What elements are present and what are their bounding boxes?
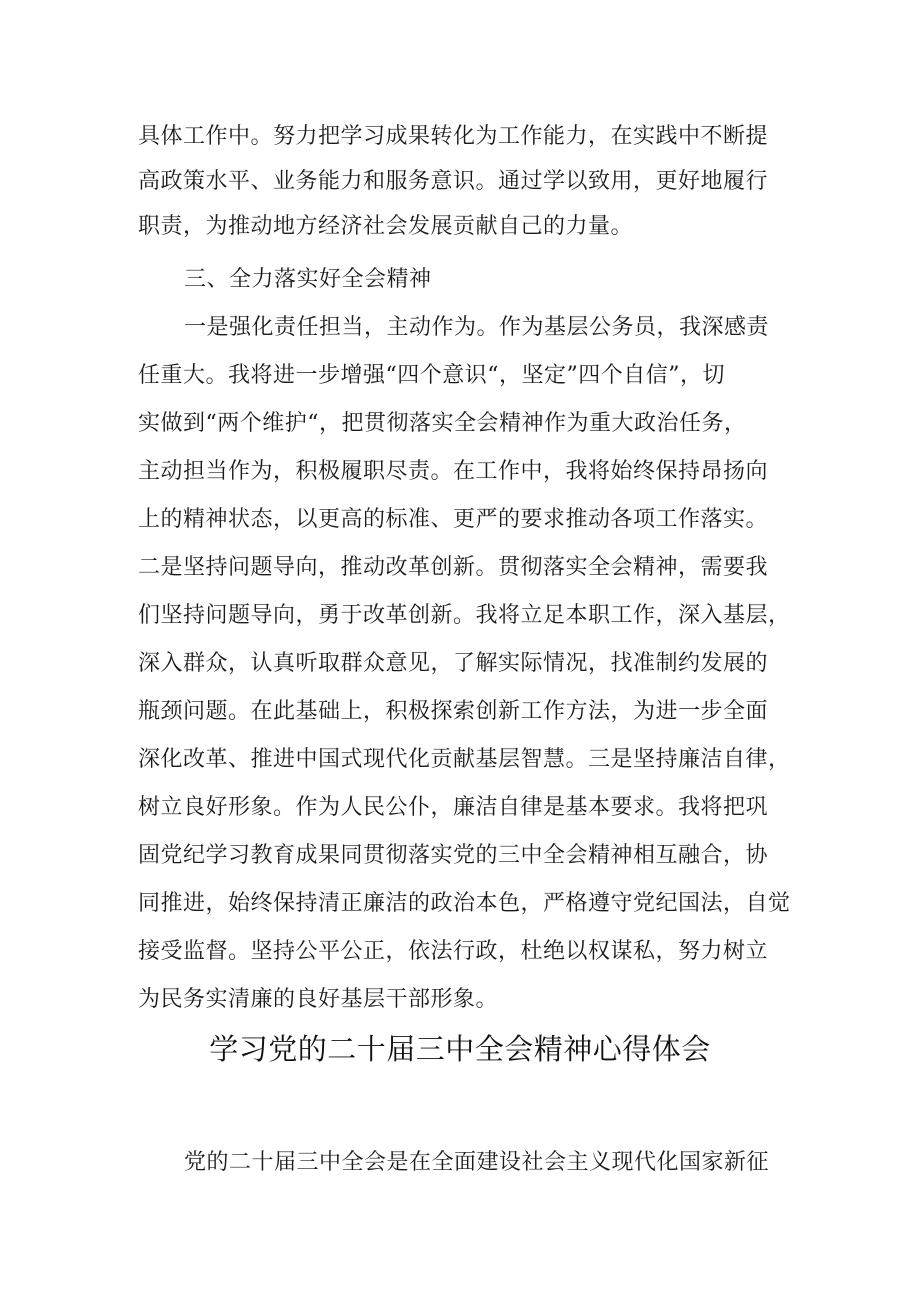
paragraph-line: 上的精神状态，以更高的标准、更严的要求推动各项工作落实。 (138, 507, 769, 532)
paragraph-line: 高政策水平、业务能力和服务意识。通过学以致用，更好地履行 (138, 169, 769, 194)
paragraph-line: 一是强化责任担当，主动作为。作为基层公务员，我深感责 (184, 315, 770, 340)
document-title: 学习党的二十届三中全会精神心得体会 (209, 1032, 711, 1066)
paragraph-line: 具体工作中。努力把学习成果转化为工作能力，在实践中不断提 (138, 124, 769, 149)
paragraph-line: 实做到“两个维护“，把贯彻落实全会精神作为重大政治任务， (138, 411, 747, 436)
paragraph-line: 深化改革、推进中国式现代化贡献基层智慧。三是坚持廉洁自律， (138, 747, 791, 772)
paragraph-line: 们坚持问题导向，勇于改革创新。我将立足本职工作，深入基层， (138, 603, 791, 628)
paragraph-line: 固党纪学习教育成果同贯彻落实党的三中全会精神相互融合，协 (138, 843, 769, 868)
section-heading: 三、全力落实好全会精神 (184, 267, 432, 292)
paragraph-line: 接受监督。坚持公平公正，依法行政，杜绝以权谋私，努力树立 (138, 939, 769, 964)
paragraph-line: 二是坚持问题导向，推动改革创新。贯彻落实全会精神，需要我 (138, 555, 769, 580)
paragraph-line: 任重大。我将进一步增强“四个意识“，坚定”四个自信”，切 (138, 363, 725, 388)
paragraph-line: 为民务实清廉的良好基层干部形象。 (138, 987, 499, 1012)
paragraph-line: 同推进，始终保持清正廉洁的政治本色，严格遵守党纪国法，自觉 (138, 891, 791, 916)
opening-paragraph-line: 党的二十届三中全会是在全面建设社会主义现代化国家新征 (184, 1150, 770, 1175)
paragraph-line: 树立良好形象。作为人民公仆，廉洁自律是基本要求。我将把巩 (138, 795, 769, 820)
paragraph-line: 瓶颈问题。在此基础上，积极探索创新工作方法，为进一步全面 (138, 699, 769, 724)
paragraph-line: 主动担当作为，积极履职尽责。在工作中，我将始终保持昂扬向 (138, 459, 769, 484)
paragraph-line: 职责，为推动地方经济社会发展贡献自己的力量。 (138, 214, 634, 239)
paragraph-line: 深入群众，认真听取群众意见，了解实际情况，找准制约发展的 (138, 651, 769, 676)
